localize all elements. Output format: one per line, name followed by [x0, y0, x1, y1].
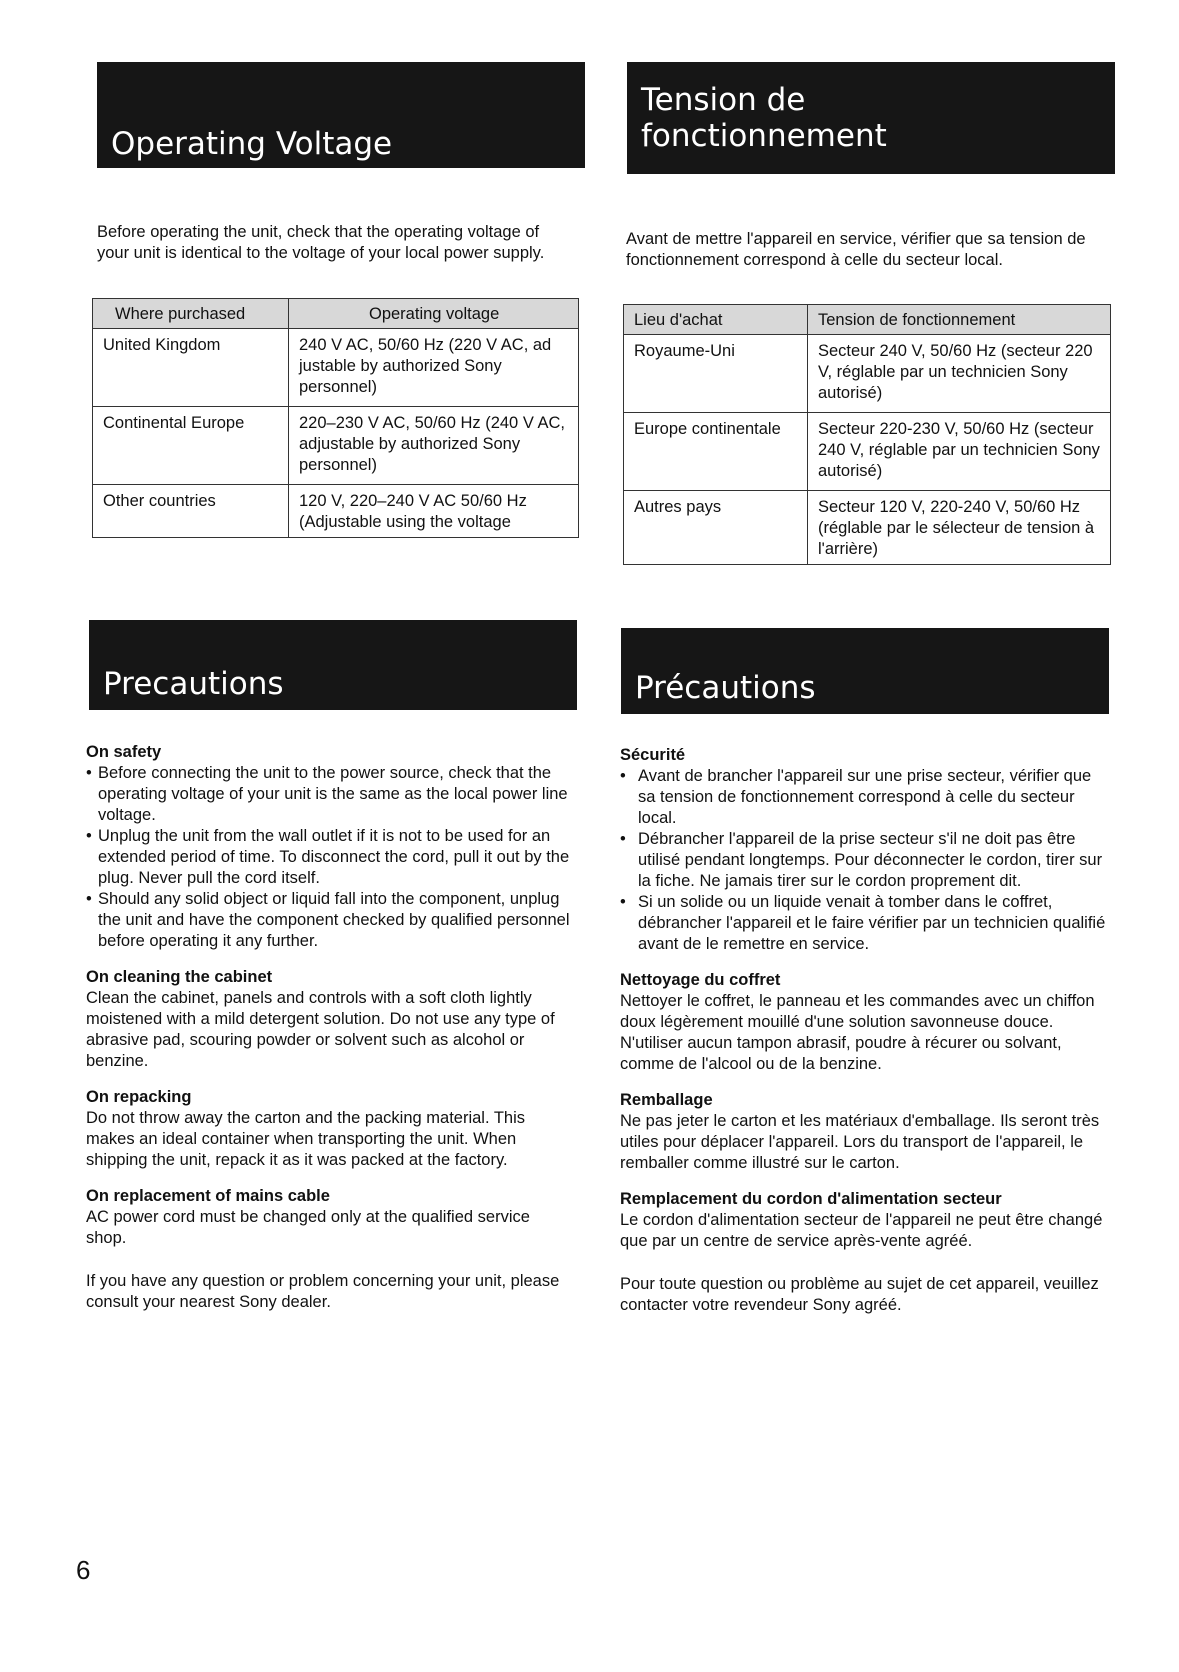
table-cell: 220–230 V AC, 50/60 Hz (240 V AC, adjustable by authorized Sony personnel) — [289, 407, 579, 485]
table-header: Operating voltage — [289, 299, 579, 329]
securite-heading: Sécurité — [620, 746, 686, 764]
operating-voltage-banner — [97, 62, 585, 168]
table-header: Tension de fonctionnement — [808, 305, 1111, 335]
page-number: 6 — [76, 1555, 91, 1585]
tension-title-line1: Tension de — [641, 82, 806, 118]
repacking-text: Do not throw away the carton and the packing material. This makes an ideal container when transporting the unit. When shipping the unit, repack it as it was packed at the factory. — [86, 1109, 526, 1169]
table-cell: Secteur 240 V, 50/60 Hz (secteur 220 V, réglable par un technicien Sony autorisé) — [808, 335, 1111, 413]
cable-heading: On replacement of mains cable — [86, 1187, 330, 1205]
voltage-table-en — [92, 298, 579, 538]
table-row — [624, 491, 1111, 565]
table-cell: Other countries — [93, 485, 289, 538]
safety-heading: On safety — [86, 743, 162, 761]
remplacement-heading: Remplacement du cordon d'alimentation secteur — [620, 1190, 1002, 1208]
table-row — [624, 413, 1111, 491]
table-cell: Royaume-Uni — [624, 335, 808, 413]
list-item: • Avant de brancher l'appareil sur une prise secteur, vérifier que sa tension de fonctionnement correspond à celle du secteur local. — [620, 767, 1092, 827]
remballage-heading: Remballage — [620, 1091, 713, 1109]
tension-title-line2: fonctionnement — [641, 118, 887, 154]
table-row — [93, 485, 579, 538]
list-item: • Si un solide ou un liquide venait à tomber dans le coffret, débrancher l'appareil et le faire vérifier par un technicien qualifié avant de le remettre en service. — [620, 893, 1106, 953]
securite-list — [620, 766, 1110, 955]
remplacement-text: Le cordon d'alimentation secteur de l'appareil ne peut être changé que par un centre de service après-vente agréé. — [620, 1211, 1103, 1250]
table-cell: Europe continentale — [624, 413, 808, 491]
precautions-fr — [620, 745, 1110, 1316]
closing-text-fr: Pour toute question ou problème au sujet de cet appareil, veuillez contacter votre revendeur Sony agréé. — [620, 1275, 1099, 1314]
precautions-banner — [89, 620, 577, 710]
voltage-table-fr — [623, 304, 1111, 565]
table-cell: 240 V AC, 50/60 Hz (220 V AC, ad justable by authorized Sony personnel) — [289, 329, 579, 407]
list-item: • Before connecting the unit to the power source, check that the operating voltage of your unit is the same as the local power line voltage. — [86, 764, 568, 824]
safety-list — [86, 763, 572, 952]
table-header: Lieu d'achat — [624, 305, 808, 335]
nettoyage-text: Nettoyer le coffret, le panneau et les commandes avec un chiffon doux légèrement mouillé d'une solution savonneuse douce. N'utiliser aucun tampon abrasif, poudre à récurer ou solvant, comme de l'alcool ou de la benzine. — [620, 992, 1095, 1073]
table-cell: United Kingdom — [93, 329, 289, 407]
closing-text: If you have any question or problem concerning your unit, please consult your nearest Sony dealer. — [86, 1272, 560, 1311]
table-row — [93, 329, 579, 407]
table-header: Where purchased — [93, 299, 289, 329]
precautions-en — [86, 742, 572, 1313]
list-item: • Débrancher l'appareil de la prise secteur s'il ne doit pas être utilisé pendant longtemps. Pour déconnecter le cordon, tirer sur la fiche. Ne jamais tirer sur le cordon proprement dit. — [620, 830, 1103, 890]
remballage-text: Ne pas jeter le carton et les matériaux d'emballage. Ils seront très utiles pour déplacer l'appareil. Lors du transport de l'appareil, le remballer comme illustré sur le carton. — [620, 1112, 1100, 1172]
voltage-intro-fr: Avant de mettre l'appareil en service, vérifier que sa tension de fonctionnement correspond à celle du secteur local. — [626, 230, 1086, 269]
table-row — [624, 335, 1111, 413]
repacking-heading: On repacking — [86, 1088, 192, 1106]
table-cell: Secteur 220-230 V, 50/60 Hz (secteur 240 V, réglable par un technicien Sony autorisé) — [808, 413, 1111, 491]
table-cell: Continental Europe — [93, 407, 289, 485]
precautions-fr-banner — [621, 628, 1109, 714]
operating-voltage-title: Operating Voltage — [111, 126, 393, 162]
precautions-fr-title: Précautions — [635, 670, 816, 706]
cable-text: AC power cord must be changed only at the qualified service shop. — [86, 1208, 530, 1247]
table-row — [93, 407, 579, 485]
cleaning-heading: On cleaning the cabinet — [86, 968, 273, 986]
table-cell: 120 V, 220–240 V AC 50/60 Hz (Adjustable using the voltage — [289, 485, 579, 538]
table-cell: Autres pays — [624, 491, 808, 565]
tension-banner — [627, 62, 1115, 174]
table-cell: Secteur 120 V, 220-240 V, 50/60 Hz (réglable par le sélecteur de tension à l'arrière) — [808, 491, 1111, 565]
list-item: • Unplug the unit from the wall outlet if it is not to be used for an extended period of time. To disconnect the cord, pull it out by the plug. Never pull the cord itself. — [86, 827, 570, 887]
nettoyage-heading: Nettoyage du coffret — [620, 971, 781, 989]
cleaning-text: Clean the cabinet, panels and controls with a soft cloth lightly moistened with a mild detergent solution. Do not use any type of abrasive pad, scouring powder or solvent such as alcohol or benzine. — [86, 989, 555, 1070]
list-item: • Should any solid object or liquid fall into the component, unplug the unit and have the component checked by qualified personnel before operating it any further. — [86, 890, 570, 950]
voltage-intro-en: Before operating the unit, check that the operating voltage of your unit is identical to the voltage of your local power supply. — [97, 223, 545, 262]
precautions-title: Precautions — [103, 666, 284, 702]
